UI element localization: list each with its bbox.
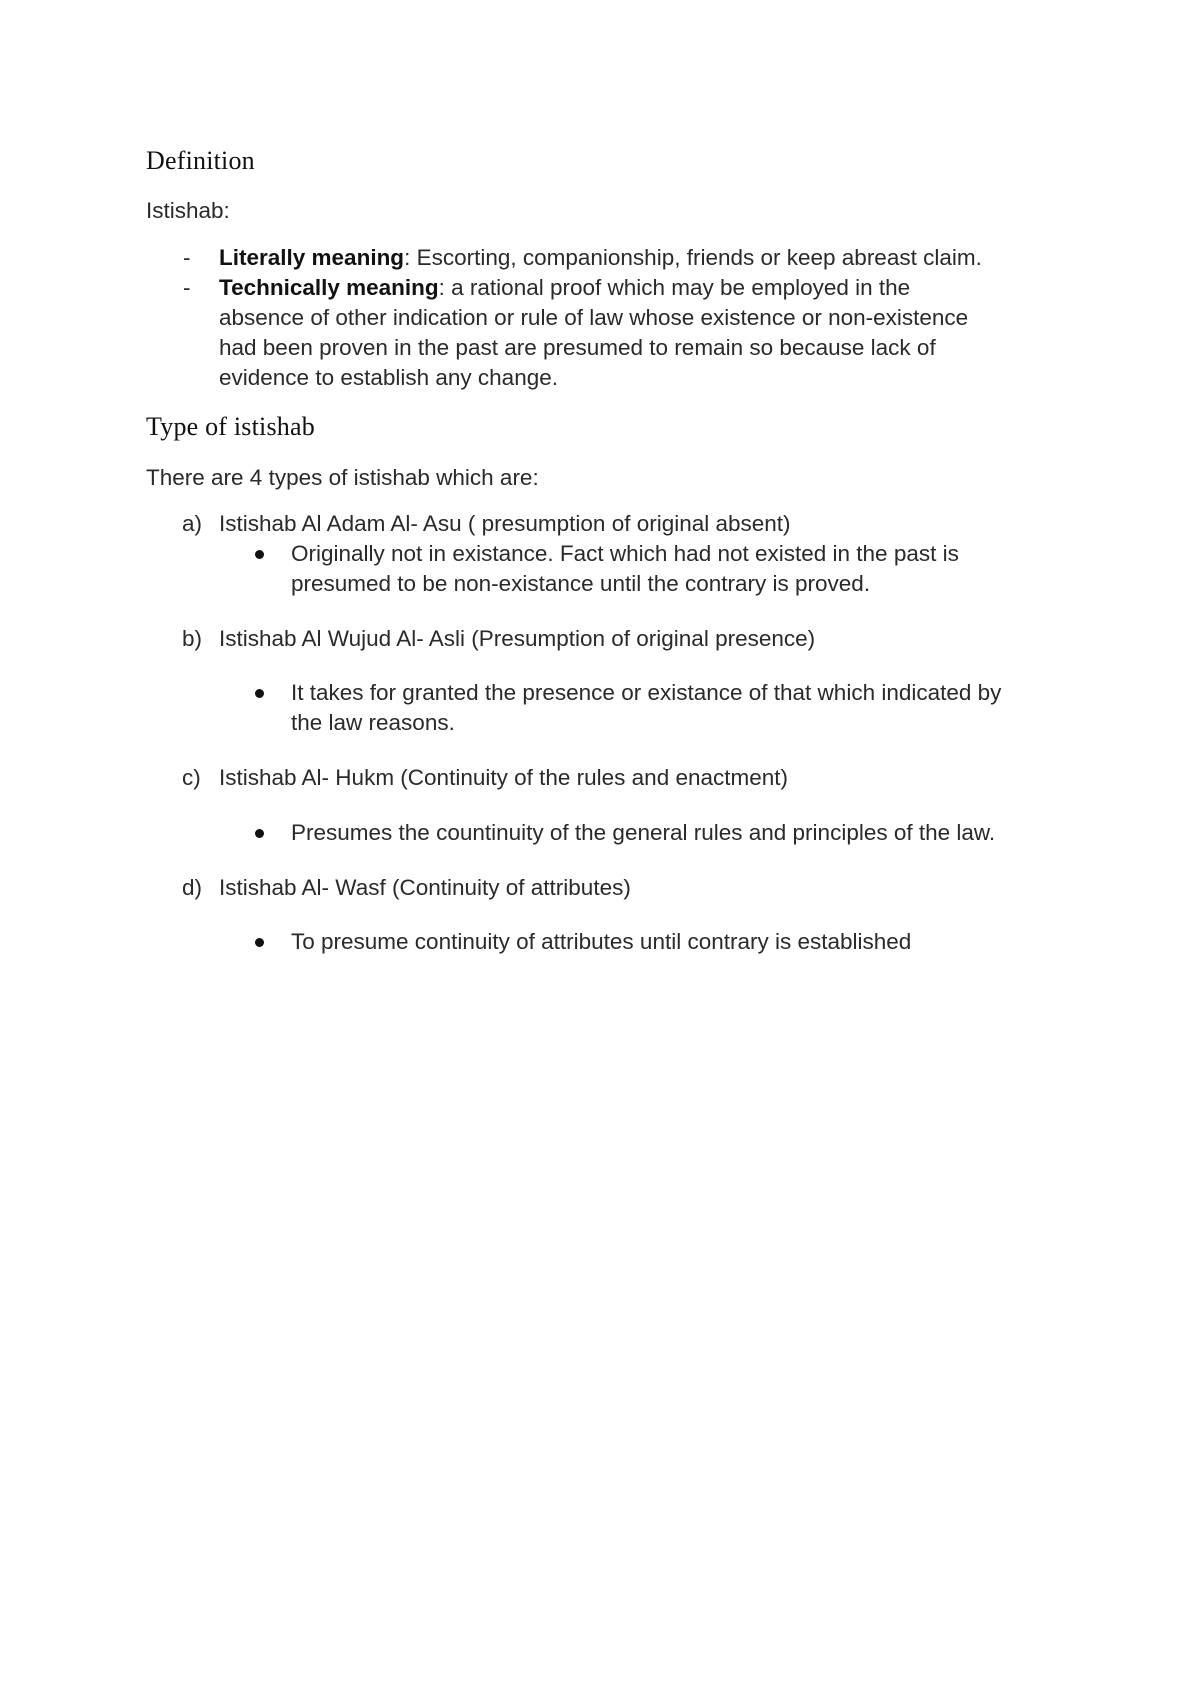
list-marker: -	[183, 245, 191, 270]
list-marker: c)	[182, 765, 201, 790]
technical-meaning-line-2: absence of other indication or rule of law whose existence or non-existence	[219, 305, 969, 330]
list-marker: -	[183, 275, 191, 300]
type-b-bullet-line-2: the law reasons.	[291, 710, 455, 735]
list-marker: b)	[182, 626, 203, 651]
type-a-bullet-line-1: Originally not in existance. Fact which had not existed in the past is	[291, 541, 959, 566]
type-b-bullet-line-1: It takes for granted the presence or existance of that which indicated by	[291, 680, 1002, 705]
literal-meaning-text: : Escorting, companionship, friends or keep abreast claim.	[404, 245, 982, 270]
type-b-title: Istishab Al Wujud Al- Asli (Presumption of original presence)	[219, 626, 816, 651]
type-d-title: Istishab Al- Wasf (Continuity of attributes)	[219, 875, 631, 900]
type-c-bullet-line-1: Presumes the countinuity of the general rules and principles of the law.	[291, 820, 996, 845]
bullet-icon	[255, 938, 264, 947]
type-c-title: Istishab Al- Hukm (Continuity of the rules and enactment)	[219, 765, 789, 790]
literal-meaning-line	[219, 243, 982, 273]
technical-meaning-line-1	[219, 273, 910, 303]
bullet-icon	[255, 689, 264, 698]
type-d-bullet-line-1: To presume continuity of attributes until contrary is established	[291, 929, 912, 954]
technical-meaning-text: : a rational proof which may be employed in the	[438, 275, 911, 300]
technical-meaning-line-3: had been proven in the past are presumed to remain so because lack of	[219, 335, 936, 360]
type-a-title: Istishab Al Adam Al- Asu ( presumption of original absent)	[219, 511, 791, 536]
type-a-bullet-line-2: presumed to be non-existance until the contrary is proved.	[291, 571, 871, 596]
definition-heading: Definition	[146, 146, 255, 175]
technical-meaning-label: Technically meaning	[219, 275, 439, 300]
technical-meaning-line-4: evidence to establish any change.	[219, 365, 558, 390]
types-intro: There are 4 types of istishab which are:	[146, 465, 539, 490]
term-label: Istishab:	[146, 198, 230, 223]
list-marker: d)	[182, 875, 203, 900]
literal-meaning-label: Literally meaning	[219, 245, 405, 270]
types-heading: Type of istishab	[146, 412, 315, 441]
list-marker: a)	[182, 511, 203, 536]
bullet-icon	[255, 829, 264, 838]
bullet-icon	[255, 550, 264, 559]
